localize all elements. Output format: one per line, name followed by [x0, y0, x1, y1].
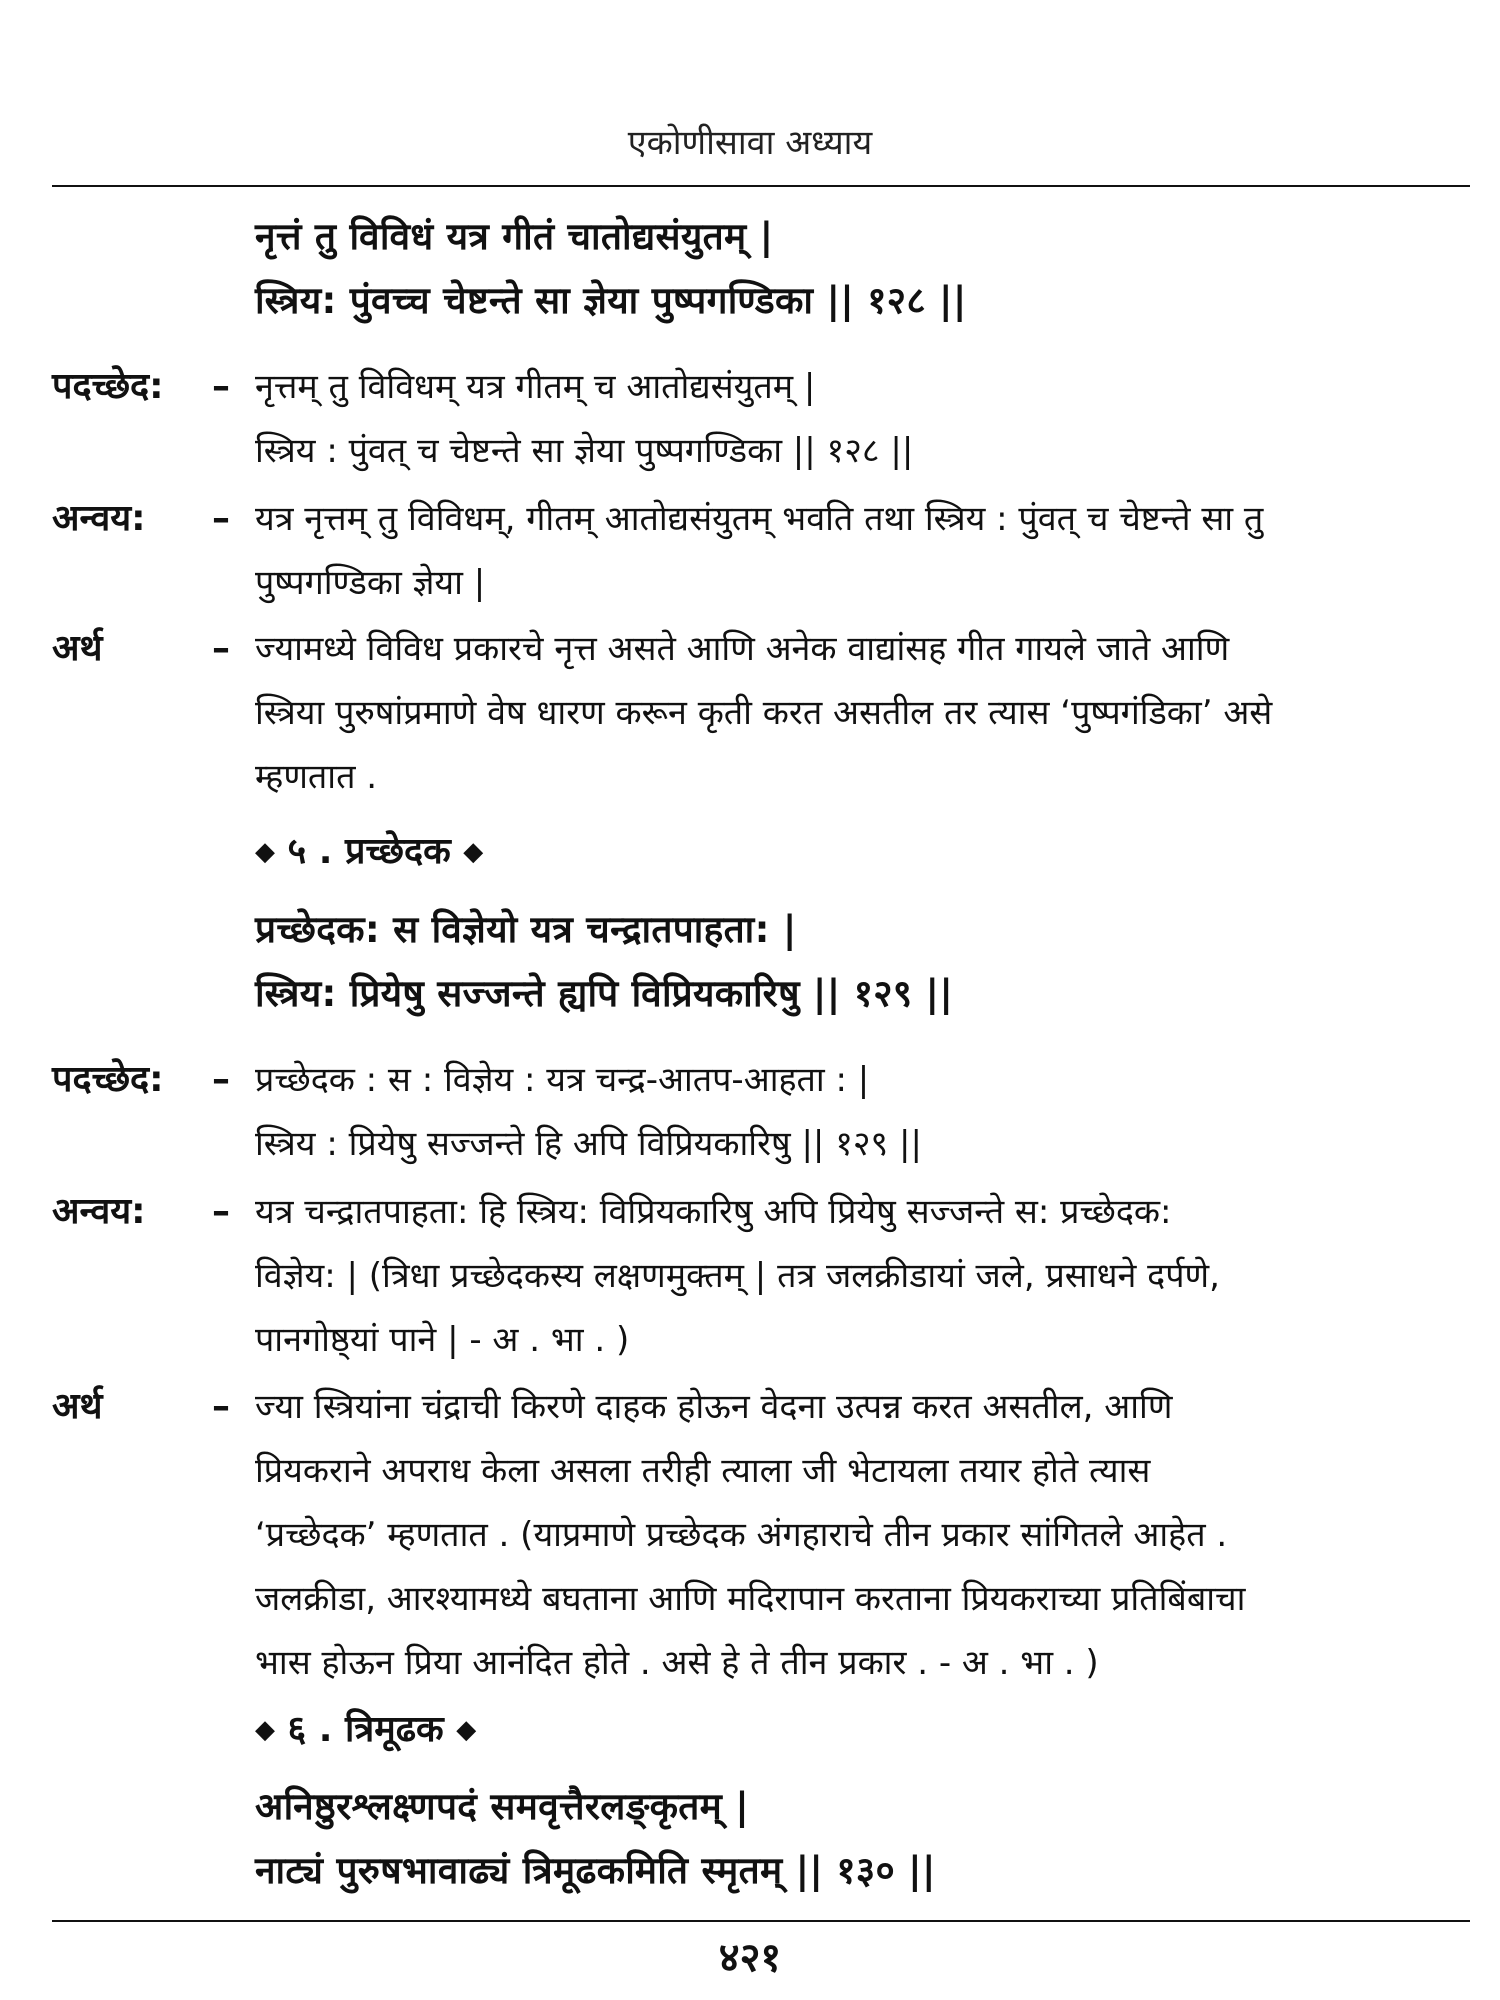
verse-129: [255, 898, 953, 1026]
text-line: स्त्रिय : प्रियेषु सज्जन्ते हि अपि विप्रियकारिषु || १२९ ||: [255, 1124, 922, 1164]
text-line: पानगोष्ठ्यां पाने | - अ . भा . ): [255, 1320, 630, 1360]
text-line: म्हणतात .: [255, 757, 378, 797]
verse-128-line-1: नृत्तं तु विविधं यत्र गीतं चातोद्यसंयुतम् |: [255, 215, 774, 258]
padachchhed-129-text: [255, 1048, 1470, 1176]
text-line: विज्ञेय: | (त्रिधा प्रच्छेदकस्य लक्षणमुक्तम् | तत्र जलक्रीडायां जले, प्रसाधने दर्पणे,: [255, 1256, 1220, 1296]
section-heading-prachchhedak: [255, 820, 483, 884]
section-heading-trimudhak: [255, 1698, 476, 1762]
anvay-label: अन्वय:: [52, 1191, 146, 1232]
text-line: पुष्पगण्डिका ज्ञेया |: [255, 563, 486, 603]
anvay-128-text: [255, 487, 1470, 615]
diamond-bullet-icon: ◆: [456, 1715, 477, 1745]
verse-128: [255, 205, 967, 333]
page-number: ४२१: [718, 1935, 782, 1981]
diamond-bullet-icon: ◆: [255, 1715, 275, 1745]
dash: –: [212, 1386, 230, 1427]
text-line: प्रियकराने अपराध केला असला तरीही त्याला जी भेटायला तयार होते त्यास: [255, 1451, 1151, 1491]
chapter-title: एकोणीसावा अध्याय: [627, 123, 873, 163]
arth-label: अर्थ: [52, 628, 103, 669]
arth-label: अर्थ: [52, 1386, 103, 1427]
text-line: नृत्तम् तु विविधम् यत्र गीतम् च आतोद्यसंयुतम् |: [255, 367, 816, 407]
text-line: भास होऊन प्रिया आनंदित होते . असे हे ते तीन प्रकार . - अ . भा . ): [255, 1643, 1099, 1683]
section-title: ६ . त्रिमूढक: [287, 1709, 444, 1750]
verse-129-line-2: स्त्रिय: प्रियेषु सज्जन्ते ह्यपि विप्रियकारिषु || १२९ ||: [255, 972, 954, 1015]
arth-129-text: [255, 1375, 1470, 1695]
text-line: स्त्रिया पुरुषांप्रमाणे वेष धारण करून कृती करत असतील तर त्यास ‘पुष्पगंडिका’ असे: [255, 693, 1273, 733]
diamond-bullet-icon: ◆: [255, 837, 275, 867]
text-line: यत्र नृत्तम् तु विविधम्, गीतम् आतोद्यसंयुतम् भवति तथा स्त्रिय : पुंवत् च चेष्टन्ते सा तु: [255, 499, 1264, 539]
padachchhed-label: पदच्छेद:: [52, 1059, 164, 1100]
verse-128-line-2: स्त्रिय: पुंवच्च चेष्टन्ते सा ज्ञेया पुष्पगण्डिका || १२८ ||: [255, 279, 967, 322]
verse-130: [255, 1775, 936, 1903]
text-line: स्त्रिय : पुंवत् च चेष्टन्ते सा ज्ञेया पुष्पगण्डिका || १२८ ||: [255, 431, 914, 471]
text-line: यत्र चन्द्रातपाहता: हि स्त्रिय: विप्रियकारिषु अपि प्रियेषु सज्जन्ते स: प्रच्छेदक:: [255, 1192, 1172, 1232]
text-line: ज्या स्त्रियांना चंद्राची किरणे दाहक होऊन वेदना उत्पन्न करत असतील, आणि: [255, 1387, 1173, 1427]
text-line: ‘प्रच्छेदक’ म्हणतात . (याप्रमाणे प्रच्छेदक अंगहाराचे तीन प्रकार सांगितले आहेत .: [255, 1515, 1228, 1555]
diamond-bullet-icon: ◆: [463, 837, 484, 867]
anvay-label: अन्वय:: [52, 498, 146, 539]
verse-130-line-2: नाट्यं पुरुषभावाढ्यं त्रिमूढकमिति स्मृतम् || १३० ||: [255, 1849, 936, 1892]
text-line: जलक्रीडा, आरश्यामध्ये बघताना आणि मदिरापान करताना प्रियकराच्या प्रतिबिंबाचा: [255, 1579, 1246, 1619]
dash: –: [212, 1059, 230, 1100]
arth-128-text: [255, 617, 1470, 809]
padachchhed-label: पदच्छेद:: [52, 366, 164, 407]
text-line: ज्यामध्ये विविध प्रकारचे नृत्त असते आणि अनेक वाद्यांसह गीत गायले जाते आणि: [255, 629, 1230, 669]
section-title: ५ . प्रच्छेदक: [287, 831, 451, 872]
verse-129-line-1: प्रच्छेदक: स विज्ञेयो यत्र चन्द्रातपाहता: |: [255, 908, 797, 951]
verse-130-line-1: अनिष्ठुरश्लक्ष्णपदं समवृत्तैरलङ्कृतम् |: [255, 1785, 750, 1828]
padachchhed-128-text: [255, 355, 1470, 483]
text-line: प्रच्छेदक : स : विज्ञेय : यत्र चन्द्र-आतप-आहता : |: [255, 1060, 870, 1100]
dash: –: [212, 1191, 230, 1232]
top-divider: [52, 185, 1470, 187]
dash: –: [212, 498, 230, 539]
dash: –: [212, 366, 230, 407]
bottom-divider: [52, 1920, 1470, 1922]
anvay-129-text: [255, 1180, 1470, 1372]
dash: –: [212, 628, 230, 669]
